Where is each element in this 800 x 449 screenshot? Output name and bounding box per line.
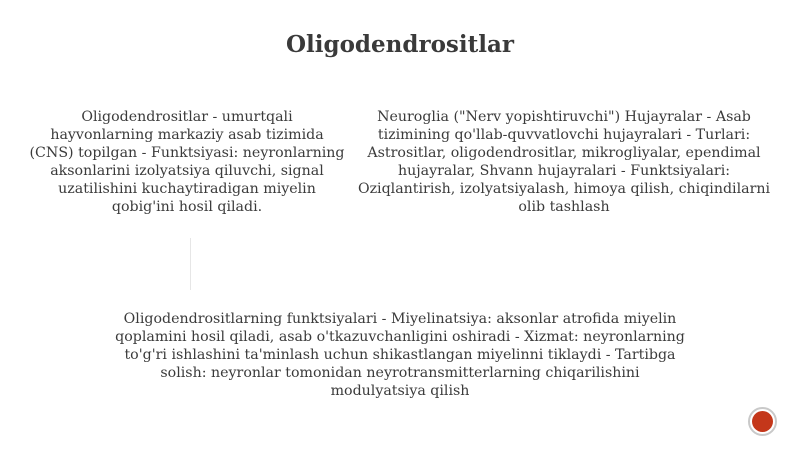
divider-line [190,238,191,290]
slide-title: Oligodendrositlar [286,31,514,58]
bottom-text-block: Oligodendrositlarning funktsiyalari - Miyelinatsiya: aksonlar atrofida miyelin qoplamini hosil qiladi, asab o'tkazuvchanligini oshiradi - Xizmat: neyronlarning to'g'ri ishlashini ta'minlash uchun shikastlangan miyelinni tiklaydi - Tartibga solish: neyronlar tomonidan neyrotransmitterlarning chiqarilishini modulyatsiya qilish [115,311,685,399]
circle-button-icon [752,411,773,432]
slide-nav-button[interactable] [748,407,777,436]
right-text-block: Neuroglia ("Nerv yopishtiruvchi") Hujayralar - Asab tizimining qo'llab-quvvatlovchi hujayralari - Turlari: Astrositlar, oligodendrositlar, mikrogliyalar, ependimal hujayralar, Shvann hujayralari - Funktsiyalari: Oziqlantirish, izolyatsiyalash, himoya qilish, chiqindilarni olib tashlash [357,109,771,215]
left-text-block: Oligodendrositlar - umurtqali hayvonlarning markaziy asab tizimida (CNS) topilgan - Funktsiyasi: neyronlarning aksonlarini izolyatsiya qiluvchi, signal uzatilishini kuchaytiradigan miyelin qobig'ini hosil qiladi. [29,109,345,215]
